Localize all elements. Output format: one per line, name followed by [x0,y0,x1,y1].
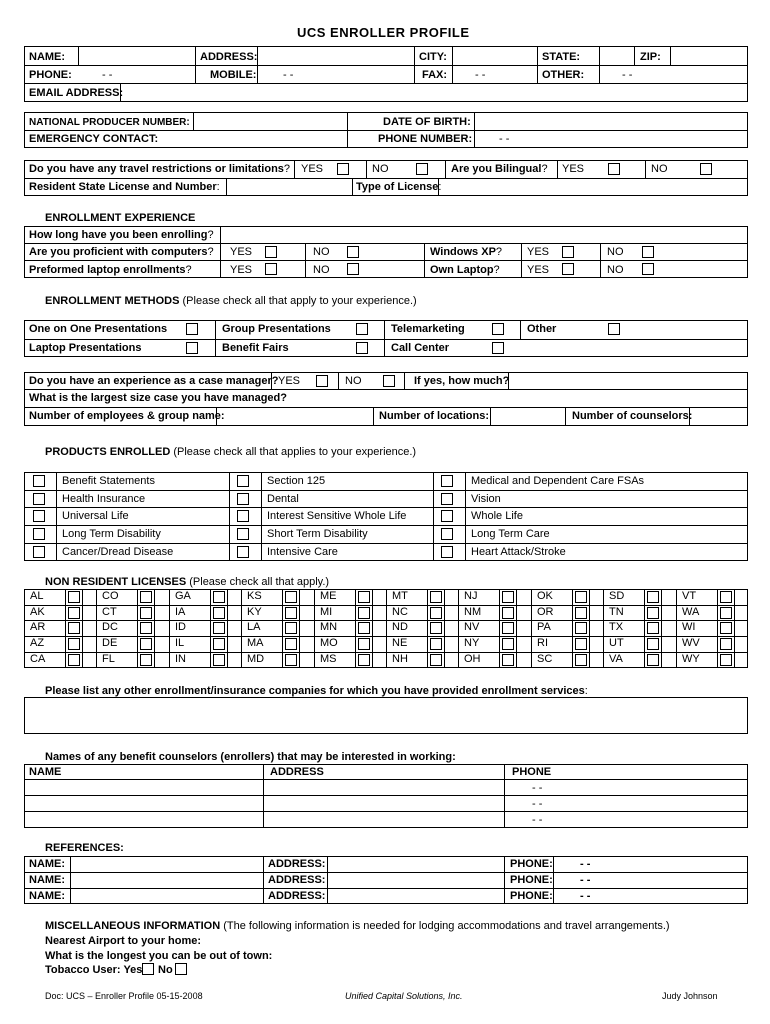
state-label: CO [102,590,119,602]
state-label: DC [102,621,118,633]
state-checkbox[interactable] [140,622,152,634]
product-label: Short Term Disability [267,528,368,540]
case-manager-no-checkbox[interactable] [383,375,395,387]
state-label: NV [464,621,480,633]
product-checkbox[interactable] [237,475,249,487]
ref-name-label: NAME: [29,874,66,886]
state-checkbox[interactable] [358,654,370,666]
product-label: Vision [471,493,501,505]
laptop-label: Preformed laptop enrollments? [29,264,192,276]
ref-name-label: NAME: [29,858,66,870]
product-checkbox[interactable] [237,510,249,522]
product-label: Cancer/Dread Disease [62,546,174,558]
state-checkbox[interactable] [213,654,225,666]
product-label: Section 125 [267,475,326,487]
travel-question: Do you have any travel restrictions or limitations? [29,163,291,175]
state-checkbox[interactable] [720,591,732,603]
phone-number-label: PHONE NUMBER: [378,133,473,145]
state-checkbox[interactable] [358,622,370,634]
bilingual-yes-label: YES [562,163,585,175]
proficient-no-label: NO [313,246,330,258]
method-laptop-checkbox[interactable] [186,342,198,354]
footer-doc: Doc: UCS – Enroller Profile 05-15-2008 [45,991,203,1001]
state-label: MT [392,590,408,602]
products-heading: PRODUCTS ENROLLED (Please check all that applies to your experience.) [45,446,417,458]
product-label: Dental [267,493,299,505]
state-checkbox[interactable] [140,591,152,603]
state-label: NM [464,606,482,618]
state-label: ND [392,621,408,633]
own-laptop-yes-checkbox[interactable] [562,263,574,275]
product-label: Long Term Care [471,528,550,540]
state-checkbox[interactable] [575,622,587,634]
state-checkbox[interactable] [720,607,732,619]
method-call-center: Call Center [391,342,450,354]
counselor-phone-dashes: - - [532,814,543,826]
method-benefit-fairs-checkbox[interactable] [356,342,368,354]
product-checkbox[interactable] [237,493,249,505]
method-laptop: Laptop Presentations [29,342,142,354]
state-checkbox[interactable] [647,638,659,650]
method-group: Group Presentations [222,323,331,335]
laptop-yes-checkbox[interactable] [265,263,277,275]
fax-label: FAX: [422,69,448,81]
own-laptop-label: Own Laptop? [430,264,500,276]
state-checkbox[interactable] [720,638,732,650]
other-companies-prompt: Please list any other enrollment/insurance companies for which you have provided enrollment services: [45,685,588,697]
footer-company: Unified Capital Solutions, Inc. [345,991,463,1001]
windows-no-label: NO [607,246,624,258]
state-label: AR [30,621,46,633]
references-table [24,856,748,904]
state-label: VA [609,653,623,665]
state-checkbox[interactable] [647,607,659,619]
tobacco-yes-checkbox[interactable] [142,963,154,975]
state-checkbox[interactable] [68,622,80,634]
ref-phone-dashes: - - [580,874,591,886]
city-label: CITY: [419,51,447,63]
product-label: Long Term Disability [62,528,161,540]
state-label: NC [392,606,408,618]
state-checkbox[interactable] [68,607,80,619]
state-label: MI [320,606,333,618]
state-label: OK [537,590,553,602]
product-label: Medical and Dependent Care FSAs [471,475,645,487]
state-label: ME [320,590,337,602]
case-manager-question: Do you have an experience as a case manager? [29,375,279,387]
tobacco-label: Tobacco User: Yes [45,964,143,976]
state-checkbox[interactable] [502,654,514,666]
npn-label: NATIONAL PRODUCER NUMBER: [29,117,190,128]
counselors-prompt: Names of any benefit counselors (enrollers) that may be interested in working: [45,751,456,763]
product-checkbox[interactable] [33,493,45,505]
state-label: STATE: [542,51,581,63]
product-label: Whole Life [471,510,523,522]
product-checkbox[interactable] [441,493,453,505]
product-checkbox[interactable] [237,528,249,540]
state-checkbox[interactable] [430,622,442,634]
ref-phone-label: PHONE: [510,890,553,902]
counselors-count-label: Number of counselors: [572,410,693,422]
state-label: MA [247,637,264,649]
state-label: CT [102,606,117,618]
how-long-label: How long have you been enrolling? [29,229,214,241]
method-one-on-one: One on One Presentations [29,323,168,335]
counselors-col-address: ADDRESS [270,766,324,778]
state-checkbox[interactable] [720,654,732,666]
product-checkbox[interactable] [441,475,453,487]
state-label: OH [464,653,481,665]
ref-phone-dashes: - - [580,858,591,870]
state-checkbox[interactable] [647,654,659,666]
state-checkbox[interactable] [213,622,225,634]
product-checkbox[interactable] [441,510,453,522]
tobacco-no-checkbox[interactable] [175,963,187,975]
zip-label: ZIP: [640,51,661,63]
how-much-label: If yes, how much? [414,375,510,387]
windows-label: Windows XP? [430,246,503,258]
phone-dashes: - - [102,69,113,81]
state-checkbox[interactable] [430,591,442,603]
laptop-yes-label: YES [230,264,253,276]
state-label: TX [609,621,624,633]
address-label: ADDRESS: [200,51,258,63]
state-label: UT [609,637,624,649]
product-checkbox[interactable] [441,528,453,540]
travel-yes-checkbox[interactable] [337,163,349,175]
state-label: IL [175,637,185,649]
state-checkbox[interactable] [575,607,587,619]
product-label: Heart Attack/Stroke [471,546,566,558]
dob-label: DATE OF BIRTH: [383,116,471,128]
method-group-checkbox[interactable] [356,323,368,335]
other-dashes: - - [622,69,633,81]
misc-heading: MISCELLANEOUS INFORMATION (The following information is needed for lodging accommodations and travel arrangements.) [45,920,670,932]
bilingual-no-checkbox[interactable] [700,163,712,175]
state-label: WV [682,637,700,649]
product-checkbox[interactable] [237,546,249,558]
ref-phone-label: PHONE: [510,858,553,870]
emergency-label: EMERGENCY CONTACT: [29,133,159,145]
state-checkbox[interactable] [285,607,297,619]
state-checkbox[interactable] [358,638,370,650]
state-checkbox[interactable] [285,591,297,603]
state-checkbox[interactable] [502,591,514,603]
state-label: KS [247,590,262,602]
state-checkbox[interactable] [285,622,297,634]
state-checkbox[interactable] [285,638,297,650]
laptop-no-label: NO [313,264,330,276]
state-label: GA [175,590,191,602]
product-label: Health Insurance [62,493,146,505]
phone-label: PHONE: [29,69,72,81]
state-checkbox[interactable] [68,654,80,666]
ref-phone-label: PHONE: [510,874,553,886]
license-type-label: Type of License: [356,181,442,193]
product-checkbox[interactable] [33,510,45,522]
state-checkbox[interactable] [358,607,370,619]
method-one-on-one-checkbox[interactable] [186,323,198,335]
method-telemarketing-checkbox[interactable] [492,323,504,335]
method-call-center-checkbox[interactable] [492,342,504,354]
method-telemarketing: Telemarketing [391,323,465,335]
state-checkbox[interactable] [502,607,514,619]
state-checkbox[interactable] [430,607,442,619]
bilingual-yes-checkbox[interactable] [608,163,620,175]
methods-heading: ENROLLMENT METHODS (Please check all that apply to your experience.) [45,295,417,307]
own-laptop-no-label: NO [607,264,624,276]
state-label: NH [392,653,408,665]
fax-dashes: - - [475,69,486,81]
state-label: WA [682,606,700,618]
own-laptop-no-checkbox[interactable] [642,263,654,275]
state-checkbox[interactable] [430,654,442,666]
state-label: WI [682,621,696,633]
state-label: IA [175,606,186,618]
state-checkbox[interactable] [140,654,152,666]
counselors-table [24,764,748,828]
windows-yes-checkbox[interactable] [562,246,574,258]
state-checkbox[interactable] [502,638,514,650]
other-companies-field[interactable] [24,697,748,734]
counselor-phone-dashes: - - [532,798,543,810]
state-label: PA [537,621,551,633]
locations-label: Number of locations: [379,410,490,422]
state-label: NJ [464,590,478,602]
case-manager-yes-label: YES [278,375,301,387]
state-checkbox[interactable] [430,638,442,650]
employees-label: Number of employees & group name: [29,410,225,422]
state-checkbox[interactable] [575,591,587,603]
form-title: UCS ENROLLER PROFILE [297,25,470,40]
state-label: MO [320,637,338,649]
proficient-no-checkbox[interactable] [347,246,359,258]
state-label: WY [682,653,700,665]
product-checkbox[interactable] [441,546,453,558]
state-checkbox[interactable] [358,591,370,603]
state-checkbox[interactable] [213,591,225,603]
state-label: AK [30,606,45,618]
case-manager-yes-checkbox[interactable] [316,375,328,387]
state-label: AZ [30,637,45,649]
mobile-label: MOBILE: [210,69,257,81]
largest-case-label: What is the largest size case you have managed? [29,392,287,404]
state-checkbox[interactable] [575,654,587,666]
state-checkbox[interactable] [575,638,587,650]
state-checkbox[interactable] [140,638,152,650]
state-label: FL [102,653,115,665]
laptop-no-checkbox[interactable] [347,263,359,275]
licenses-heading: NON RESIDENT LICENSES (Please check all that apply.) [45,576,330,588]
product-label: Universal Life [62,510,129,522]
state-checkbox[interactable] [285,654,297,666]
proficient-yes-checkbox[interactable] [265,246,277,258]
ref-address-label: ADDRESS: [268,858,326,870]
state-checkbox[interactable] [720,622,732,634]
counselors-col-phone: PHONE [512,766,552,778]
phone-number-dashes: - - [499,133,510,145]
travel-no-checkbox[interactable] [416,163,428,175]
proficient-yes-label: YES [230,246,253,258]
method-other-checkbox[interactable] [608,323,620,335]
state-label: OR [537,606,554,618]
other-label: OTHER: [542,69,585,81]
state-label: SC [537,653,553,665]
own-laptop-yes-label: YES [527,264,550,276]
state-label: MD [247,653,265,665]
travel-yes-label: YES [301,163,324,175]
counselor-phone-dashes: - - [532,782,543,794]
case-manager-no-label: NO [345,375,362,387]
product-label: Benefit Statements [62,475,155,487]
state-label: SD [609,590,625,602]
state-label: VT [682,590,697,602]
state-label: LA [247,621,261,633]
airport-label: Nearest Airport to your home: [45,935,202,947]
state-checkbox[interactable] [68,638,80,650]
proficient-label: Are you proficient with computers? [29,246,214,258]
ref-name-label: NAME: [29,890,66,902]
product-label: Interest Sensitive Whole Life [267,510,407,522]
state-label: ID [175,621,186,633]
state-checkbox[interactable] [140,607,152,619]
resident-license-label: Resident State License and Number: [29,181,220,193]
state-label: RI [537,637,548,649]
state-label: KY [247,606,262,618]
state-checkbox[interactable] [502,622,514,634]
state-label: AL [30,590,44,602]
state-label: NE [392,637,408,649]
windows-no-checkbox[interactable] [642,246,654,258]
bilingual-question: Are you Bilingual? [451,163,548,175]
method-benefit-fairs: Benefit Fairs [222,342,289,354]
name-label: NAME: [29,51,66,63]
product-label: Intensive Care [267,546,338,558]
mobile-dashes: - - [283,69,294,81]
state-label: MS [320,653,337,665]
state-label: CA [30,653,46,665]
state-checkbox[interactable] [68,591,80,603]
ref-address-label: ADDRESS: [268,874,326,886]
state-checkbox[interactable] [213,607,225,619]
tobacco-no-label: No [158,964,173,976]
longest-label: What is the longest you can be out of town: [45,950,273,962]
ref-address-label: ADDRESS: [268,890,326,902]
state-checkbox[interactable] [647,622,659,634]
windows-yes-label: YES [527,246,550,258]
travel-no-label: NO [372,163,389,175]
state-label: TN [609,606,624,618]
references-heading: REFERENCES: [45,842,124,854]
counselors-col-name: NAME [29,766,62,778]
product-checkbox[interactable] [33,475,45,487]
state-label: MN [320,621,338,633]
state-label: IN [175,653,186,665]
state-label: NY [464,637,480,649]
experience-heading: ENROLLMENT EXPERIENCE [45,212,196,224]
method-other: Other [527,323,557,335]
state-checkbox[interactable] [647,591,659,603]
product-checkbox[interactable] [33,528,45,540]
ref-phone-dashes: - - [580,890,591,902]
bilingual-no-label: NO [651,163,668,175]
state-label: DE [102,637,118,649]
state-checkbox[interactable] [213,638,225,650]
email-label: EMAIL ADDRESS: [29,87,124,99]
product-checkbox[interactable] [33,546,45,558]
footer-person: Judy Johnson [662,991,718,1001]
